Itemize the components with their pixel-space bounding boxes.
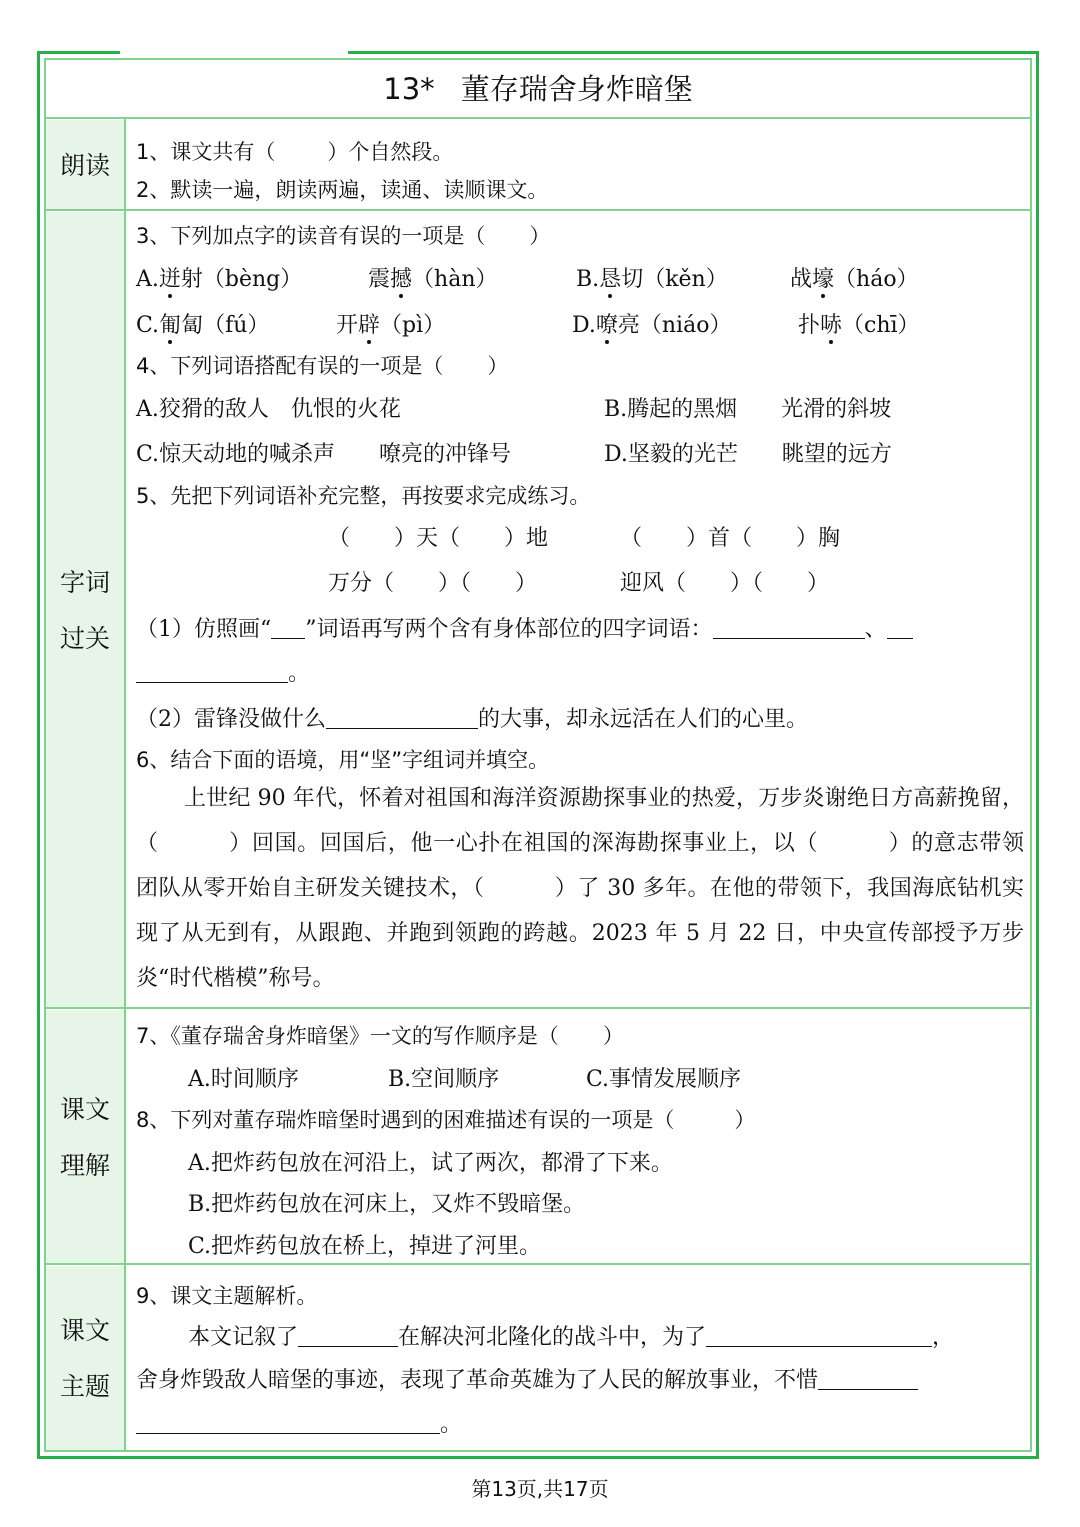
divider-title [44, 117, 1032, 119]
underline-sample [271, 616, 305, 639]
q7-option-c: C.事情发展顺序 [586, 1067, 742, 1092]
q5-word-1: （ ）天（ ）地 [328, 526, 549, 551]
q7-stem-end: ） [602, 1024, 624, 1048]
q3-option-d1: D.嘹亮（niáo） [572, 313, 732, 338]
q8-stem-end: ） [734, 1108, 756, 1132]
question-2: 2、默读一遍，朗读两遍，读通、读顺课文。 [136, 178, 549, 202]
q3-stem-end: ） [529, 224, 551, 248]
q3-option-c1: C.匍匐（fú） [136, 313, 270, 338]
q9-blank-3[interactable] [818, 1367, 918, 1390]
lesson-number: 13* [383, 72, 435, 106]
q4-option-b: B.腾起的黑烟 光滑的斜坡 [604, 397, 892, 422]
question-6: 6、结合下面的语境，用“坚”字组词并填空。 [136, 748, 550, 772]
question-8 [136, 1104, 755, 1134]
q5-blank-1[interactable] [713, 616, 865, 639]
q4-stem-end: ） [487, 354, 509, 378]
q8-stem: 8、下列对董存瑞炸暗堡时遇到的困难描述有误的一项是（ [136, 1108, 675, 1132]
q4-option-a: A.狡猾的敌人 仇恨的火花 [136, 397, 401, 422]
q8-option-b: B.把炸药包放在河床上，又炸不毁暗堡。 [188, 1192, 586, 1217]
q4-stem: 4、下列词语搭配有误的一项是（ [136, 354, 444, 378]
q9-line-1: 本文记叙了 在解决河北隆化的战斗中，为了 ， [188, 1325, 955, 1350]
q5-blank-2[interactable] [136, 660, 288, 683]
q1-text-a: 1、课文共有（ [136, 140, 276, 164]
q5-blank-3[interactable] [326, 706, 478, 729]
q9-line-3: 。 [136, 1407, 462, 1438]
q9-line-2: 舍身炸毁敌人暗堡的事迹，表现了革命英雄为了人民的解放事业，不惜 [136, 1363, 918, 1394]
question-9: 9、课文主题解析。 [136, 1284, 318, 1308]
divider-zici [44, 1007, 1032, 1009]
q3-option-b2: 战壕（háo） [790, 267, 919, 292]
question-4 [136, 350, 508, 380]
section-label-langdu: 朗读 [59, 151, 110, 180]
section-label-lijie-1: 课文 [59, 1095, 110, 1124]
divider-lijie [44, 1263, 1032, 1265]
q3-option-a2: 震撼（hàn） [368, 267, 498, 292]
section-label-zhuti-2: 主题 [59, 1372, 110, 1401]
page-number: 第13页,共17页 [471, 1477, 609, 1501]
q5-part-2: （2）雷锋没做什么 的大事，却永远活在人们的心里。 [136, 707, 809, 732]
q5-blank-2-start[interactable] [887, 616, 913, 639]
divider-langdu [44, 209, 1032, 211]
q7-stem: 7、《董存瑞舍身炸暗堡》一文的写作顺序是（ [136, 1024, 559, 1048]
section-label-zhuti-1: 课文 [59, 1316, 110, 1345]
question-1 [136, 136, 453, 166]
divider-label-column [124, 118, 126, 1452]
lesson-title: 董存瑞舍身炸暗堡 [460, 72, 693, 106]
q6-passage: 上世纪 90 年代，怀着对祖国和海洋资源勘探事业的热爱，万步炎谢绝日方高薪挽留，（ ）回国。回国后，他一心扑在祖国的深海勘探事业上，以（ ）的意志带领团队从零开始自主研发关键技术，（ ）了 30 多年。在他的带领下，我国海底钻机实现了从无到有，从跟跑、并跑到领跑的跨越。2023 年 5 月 22 日，中央宣传部授予万步炎“时代楷模”称号。 [136, 786, 1024, 991]
q9-blank-3-cont[interactable] [136, 1411, 440, 1434]
q1-text-b: ）个自然段。 [327, 140, 454, 164]
q5-word-2: （ ）首（ ）胸 [620, 526, 841, 551]
q3-option-d2: 扑哧（chī） [798, 313, 920, 338]
worksheet-title [44, 60, 1032, 118]
section-label-zici-1: 字词 [59, 568, 110, 597]
q5-word-3: 万分（ ）（ ） [328, 571, 538, 596]
q3-option-c2: 开辟（pì） [336, 313, 446, 338]
q8-option-c: C.把炸药包放在桥上，掉进了河里。 [188, 1234, 542, 1259]
question-7 [136, 1020, 624, 1050]
q4-option-d: D.坚毅的光芒 眺望的远方 [604, 442, 892, 467]
q7-option-b: B.空间顺序 [388, 1067, 500, 1092]
q5-part-1-cont: 。 [136, 656, 310, 687]
q5-word-4: 迎风（ ）（ ） [620, 571, 830, 596]
question-5: 5、先把下列词语补充完整，再按要求完成练习。 [136, 484, 591, 508]
q3-option-b1: B.恳切（kěn） [576, 267, 728, 292]
q9-blank-1[interactable] [298, 1324, 398, 1347]
q8-option-a: A.把炸药包放在河沿上，试了两次，都滑了下来。 [188, 1151, 673, 1176]
frame-gap [120, 46, 348, 58]
section-label-lijie-2: 理解 [59, 1151, 110, 1180]
q9-blank-2[interactable] [706, 1324, 932, 1347]
q7-option-a: A.时间顺序 [188, 1067, 299, 1092]
question-3 [136, 220, 550, 250]
q5-part-1: （1）仿照画“ ”词语再写两个含有身体部位的四字词语： 、 [136, 612, 913, 643]
q3-option-a1: A.迸射（bèng） [136, 267, 303, 292]
q3-stem: 3、下列加点字的读音有误的一项是（ [136, 224, 486, 248]
section-label-zici-2: 过关 [59, 624, 110, 653]
q4-option-c: C.惊天动地的喊杀声 嘹亮的冲锋号 [136, 442, 512, 467]
